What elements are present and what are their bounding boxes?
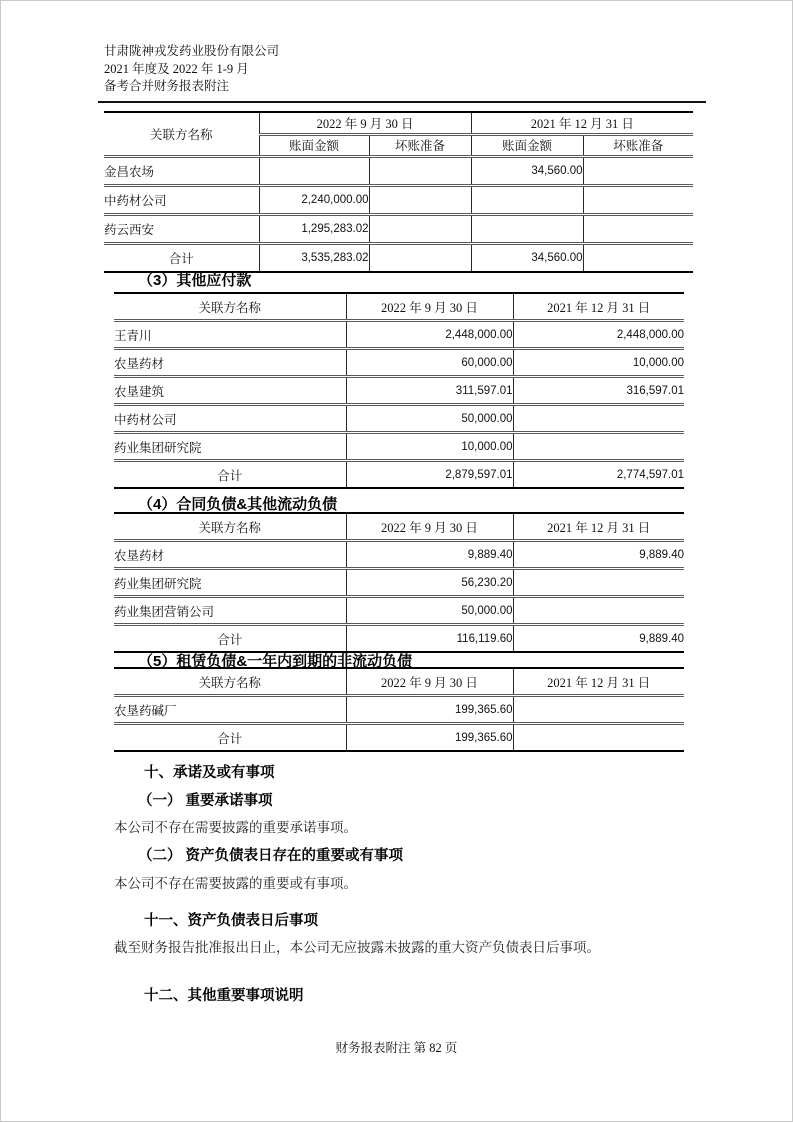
party-name-cell: 药业集团研究院 xyxy=(114,433,346,461)
amount-cell: 2,448,000.00 xyxy=(513,321,684,349)
column-header-book-amount: 账面金额 xyxy=(259,134,369,156)
document-title: 备考合并财务报表附注 xyxy=(104,79,230,93)
table-row xyxy=(114,349,684,377)
amount-cell: 34,560.00 xyxy=(471,243,583,272)
column-header-2021-12-31: 2021 年 12 月 31 日 xyxy=(513,513,684,541)
amount-cell xyxy=(513,405,684,433)
table-row xyxy=(114,377,684,405)
column-header-party-name: 关联方名称 xyxy=(198,520,261,535)
column-header-bad-debt-provision: 坏账准备 xyxy=(583,134,693,156)
amount-cell: 311,597.01 xyxy=(346,377,513,405)
party-name-cell: 药云西安 xyxy=(104,214,259,243)
table-row xyxy=(114,433,684,461)
party-name-cell: 王青川 xyxy=(114,321,346,349)
amount-cell: 34,560.00 xyxy=(471,156,583,185)
table-total-row xyxy=(114,724,684,752)
party-name-cell: 中药材公司 xyxy=(114,405,346,433)
party-name-cell: 农垦建筑 xyxy=(114,377,346,405)
amount-cell xyxy=(583,214,693,243)
amount-cell xyxy=(513,696,684,724)
amount-cell xyxy=(369,214,471,243)
amount-cell xyxy=(471,185,583,214)
note-subheading-contingencies: （二） 资产负债表日存在的重要或有事项 xyxy=(138,848,404,864)
amount-cell: 50,000.00 xyxy=(346,405,513,433)
lease-liabilities-table xyxy=(114,667,684,752)
amount-cell xyxy=(513,433,684,461)
amount-cell xyxy=(259,156,369,185)
column-header-book-amount: 账面金额 xyxy=(471,134,583,156)
total-label-cell: 合计 xyxy=(114,724,346,752)
amount-cell xyxy=(369,243,471,272)
note-paragraph: 本公司不存在需要披露的重要承诺事项。 xyxy=(114,820,357,835)
column-header-2022-09-30: 2022 年 9 月 30 日 xyxy=(346,293,513,321)
table-row xyxy=(114,696,684,724)
amount-cell xyxy=(513,597,684,625)
amount-cell: 3,535,283.02 xyxy=(259,243,369,272)
other-payables-table xyxy=(114,292,684,489)
column-header-party-name: 关联方名称 xyxy=(198,300,261,315)
note-subheading-important-commitments: （一） 重要承诺事项 xyxy=(138,793,273,809)
section-heading-other-payables: （3）其他应付款 xyxy=(138,272,252,289)
page-footer: 财务报表附注 第 82 页 xyxy=(335,1041,458,1055)
amount-cell: 2,448,000.00 xyxy=(346,321,513,349)
note-heading-post-balance-sheet-events: 十一、资产负债表日后事项 xyxy=(144,913,318,929)
section-heading-lease-liabilities: （5）租赁负债&一年内到期的非流动负债 xyxy=(138,653,413,670)
column-group-2021-12-31: 2021 年 12 月 31 日 xyxy=(471,112,693,134)
amount-cell: 56,230.20 xyxy=(346,569,513,597)
amount-cell xyxy=(583,185,693,214)
amount-cell: 199,365.60 xyxy=(346,696,513,724)
table-row xyxy=(114,541,684,569)
note-heading-commitments: 十、承诺及或有事项 xyxy=(144,765,275,781)
table-row xyxy=(104,214,693,243)
amount-cell: 50,000.00 xyxy=(346,597,513,625)
column-header-2022-09-30: 2022 年 9 月 30 日 xyxy=(346,668,513,696)
amount-cell: 9,889.40 xyxy=(513,541,684,569)
amount-cell: 116,119.60 xyxy=(346,625,513,653)
column-group-2022-09-30: 2022 年 9 月 30 日 xyxy=(259,112,471,134)
receivables-table xyxy=(104,111,693,273)
table-row xyxy=(114,569,684,597)
column-header-2021-12-31: 2021 年 12 月 31 日 xyxy=(513,293,684,321)
section-heading-contract-liabilities: （4）合同负债&其他流动负债 xyxy=(138,496,338,513)
table-row xyxy=(104,185,693,214)
total-label-cell: 合计 xyxy=(114,625,346,653)
column-header-bad-debt-provision: 坏账准备 xyxy=(369,134,471,156)
amount-cell xyxy=(583,156,693,185)
amount-cell: 10,000.00 xyxy=(513,349,684,377)
amount-cell: 316,597.01 xyxy=(513,377,684,405)
contract-liabilities-table xyxy=(114,512,684,653)
amount-cell: 1,295,283.02 xyxy=(259,214,369,243)
party-name-cell: 农垦药材 xyxy=(114,541,346,569)
amount-cell: 199,365.60 xyxy=(346,724,513,752)
document-header xyxy=(104,43,279,96)
table-total-row xyxy=(104,243,693,272)
table-total-row xyxy=(114,625,684,653)
amount-cell xyxy=(513,724,684,752)
amount-cell xyxy=(583,243,693,272)
amount-cell xyxy=(513,569,684,597)
party-name-cell: 药业集团营销公司 xyxy=(114,597,346,625)
amount-cell: 2,774,597.01 xyxy=(513,461,684,489)
header-divider xyxy=(98,101,706,103)
table-row xyxy=(104,156,693,185)
amount-cell xyxy=(369,185,471,214)
column-header-party-name: 关联方名称 xyxy=(198,675,261,690)
amount-cell: 60,000.00 xyxy=(346,349,513,377)
table-row xyxy=(114,597,684,625)
column-header-2021-12-31: 2021 年 12 月 31 日 xyxy=(513,668,684,696)
party-name-cell: 药业集团研究院 xyxy=(114,569,346,597)
note-heading-other-important-matters: 十二、其他重要事项说明 xyxy=(144,988,304,1004)
column-header-2022-09-30: 2022 年 9 月 30 日 xyxy=(346,513,513,541)
amount-cell xyxy=(471,214,583,243)
table-row xyxy=(114,321,684,349)
amount-cell: 2,879,597.01 xyxy=(346,461,513,489)
column-header-party-name: 关联方名称 xyxy=(104,112,259,156)
report-period: 2021 年度及 2022 年 1-9 月 xyxy=(104,61,249,76)
amount-cell: 9,889.40 xyxy=(513,625,684,653)
table-row xyxy=(114,405,684,433)
party-name-cell: 农垦药碱厂 xyxy=(114,696,346,724)
amount-cell: 2,240,000.00 xyxy=(259,185,369,214)
note-paragraph: 截至财务报告批准报出日止，本公司无应披露未披露的重大资产负债表日后事项。 xyxy=(114,940,600,955)
party-name-cell: 金昌农场 xyxy=(104,156,259,185)
total-label-cell: 合计 xyxy=(114,461,346,489)
amount-cell: 10,000.00 xyxy=(346,433,513,461)
company-name: 甘肃陇神戎发药业股份有限公司 xyxy=(104,44,280,58)
party-name-cell: 中药材公司 xyxy=(104,185,259,214)
note-paragraph: 本公司不存在需要披露的重要或有事项。 xyxy=(114,876,357,891)
party-name-cell: 农垦药材 xyxy=(114,349,346,377)
table-total-row xyxy=(114,461,684,489)
total-label-cell: 合计 xyxy=(104,243,259,272)
amount-cell xyxy=(369,156,471,185)
amount-cell: 9,889.40 xyxy=(346,541,513,569)
